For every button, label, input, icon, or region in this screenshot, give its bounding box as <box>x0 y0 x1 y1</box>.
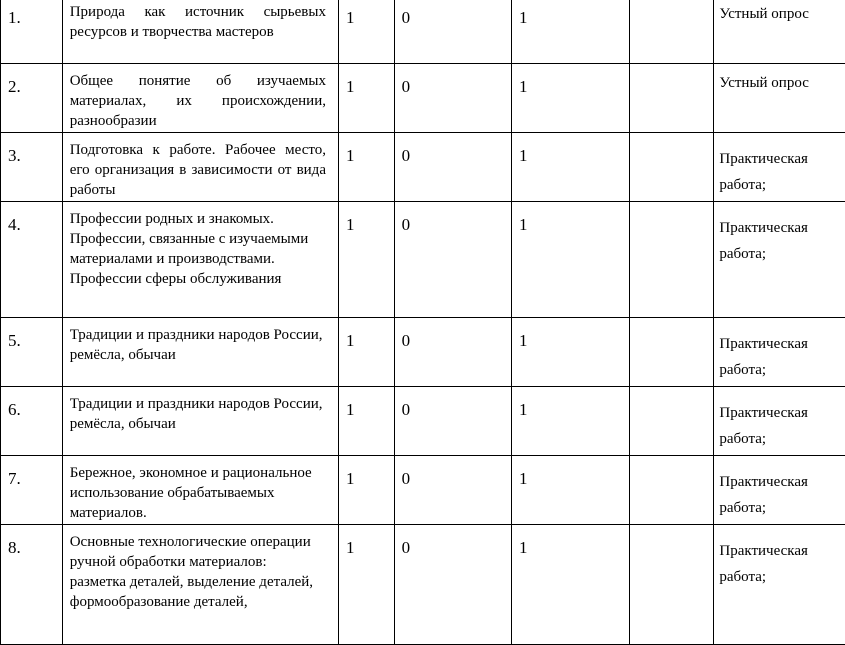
hours-total-cell <box>338 0 394 64</box>
date-cell <box>630 64 714 133</box>
table-row <box>1 133 845 202</box>
hours-total: 1 <box>339 387 394 420</box>
hours-practice-cell <box>512 525 630 645</box>
topic-text: Подготовка к работе. Рабочее место, его организация в зависимости от вида работы <box>63 133 338 200</box>
hours-control: 0 <box>395 0 511 28</box>
hours-practice-cell <box>512 133 630 202</box>
hours-control: 0 <box>395 525 511 558</box>
hours-practice: 1 <box>512 0 629 28</box>
row-number: 8. <box>1 525 62 558</box>
hours-control: 0 <box>395 202 511 235</box>
control-form: Практическая работа; <box>714 387 845 452</box>
hours-practice: 1 <box>512 525 629 558</box>
row-number-cell <box>1 202 63 318</box>
hours-practice-cell <box>512 456 630 525</box>
row-number-cell <box>1 318 63 387</box>
hours-control: 0 <box>395 387 511 420</box>
control-form: Устный опрос <box>714 64 845 96</box>
hours-control: 0 <box>395 456 511 489</box>
hours-total: 1 <box>339 202 394 235</box>
hours-total: 1 <box>339 64 394 97</box>
hours-practice-cell <box>512 318 630 387</box>
table-row <box>1 318 845 387</box>
hours-control-cell <box>394 64 511 133</box>
form-cell <box>714 456 845 525</box>
hours-control-cell <box>394 525 511 645</box>
date-text <box>630 318 713 331</box>
row-number-cell <box>1 0 63 64</box>
row-number: 6. <box>1 387 62 420</box>
row-number-cell <box>1 133 63 202</box>
form-cell <box>714 64 845 133</box>
topic-cell <box>62 318 338 387</box>
row-number: 2. <box>1 64 62 97</box>
hours-total-cell <box>338 202 394 318</box>
topic-cell <box>62 525 338 645</box>
date-text <box>630 387 713 400</box>
form-cell <box>714 318 845 387</box>
hours-practice: 1 <box>512 64 629 97</box>
hours-practice: 1 <box>512 318 629 351</box>
date-cell <box>630 318 714 387</box>
form-cell <box>714 133 845 202</box>
hours-total-cell <box>338 133 394 202</box>
row-number: 4. <box>1 202 62 235</box>
table-row <box>1 64 845 133</box>
row-number-cell <box>1 525 63 645</box>
hours-control: 0 <box>395 64 511 97</box>
topic-cell <box>62 456 338 525</box>
hours-control-cell <box>394 202 511 318</box>
table-row <box>1 202 845 318</box>
hours-total-cell <box>338 64 394 133</box>
hours-total-cell <box>338 525 394 645</box>
date-text <box>630 0 713 8</box>
hours-practice-cell <box>512 0 630 64</box>
table-row <box>1 387 845 456</box>
hours-control: 0 <box>395 318 511 351</box>
form-cell <box>714 202 845 318</box>
date-text <box>630 133 713 146</box>
hours-total-cell <box>338 387 394 456</box>
topic-text: Профессии родных и знакомых. Профессии, связанные с изучаемыми материалами и производствами. Профессии сферы обслуживания <box>63 202 338 289</box>
hours-practice: 1 <box>512 133 629 166</box>
hours-practice: 1 <box>512 202 629 235</box>
hours-total: 1 <box>339 0 394 28</box>
date-cell <box>630 387 714 456</box>
row-number-cell <box>1 456 63 525</box>
topic-cell <box>62 64 338 133</box>
date-text <box>630 525 713 538</box>
date-cell <box>630 202 714 318</box>
topic-cell <box>62 387 338 456</box>
topic-cell <box>62 0 338 64</box>
control-form: Практическая работа; <box>714 133 845 198</box>
hours-control-cell <box>394 387 511 456</box>
date-text <box>630 456 713 469</box>
form-cell <box>714 525 845 645</box>
row-number: 1. <box>1 0 62 28</box>
hours-practice: 1 <box>512 456 629 489</box>
topic-text: Природа как источник сырьевых ресурсов и творчества мастеров <box>63 0 338 42</box>
date-text <box>630 64 713 77</box>
control-form: Практическая работа; <box>714 456 845 521</box>
control-form: Практическая работа; <box>714 202 845 267</box>
control-form: Практическая работа; <box>714 525 845 590</box>
control-form: Устный опрос <box>714 0 845 27</box>
hours-control-cell <box>394 456 511 525</box>
topic-text: Традиции и праздники народов России, ремёсла, обычаи <box>63 318 338 365</box>
date-text <box>630 202 713 215</box>
topic-cell <box>62 133 338 202</box>
date-cell <box>630 133 714 202</box>
table-row <box>1 525 845 645</box>
hours-practice-cell <box>512 387 630 456</box>
hours-practice-cell <box>512 202 630 318</box>
form-cell <box>714 0 845 64</box>
form-cell <box>714 387 845 456</box>
topic-text: Общее понятие об изучаемых материалах, их происхождении, разнообразии <box>63 64 338 131</box>
row-number-cell <box>1 387 63 456</box>
table-row <box>1 456 845 525</box>
topic-text: Традиции и праздники народов России, ремёсла, обычаи <box>63 387 338 434</box>
date-cell <box>630 456 714 525</box>
hours-control-cell <box>394 0 511 64</box>
hours-practice-cell <box>512 64 630 133</box>
topic-text: Основные технологические операции ручной обработки материалов: разметка деталей, выделение деталей, формообразование деталей, <box>63 525 338 612</box>
table-row <box>1 0 845 64</box>
row-number: 7. <box>1 456 62 489</box>
hours-control-cell <box>394 318 511 387</box>
hours-total-cell <box>338 318 394 387</box>
date-cell <box>630 525 714 645</box>
control-form: Практическая работа; <box>714 318 845 383</box>
date-cell <box>630 0 714 64</box>
row-number: 3. <box>1 133 62 166</box>
hours-total: 1 <box>339 525 394 558</box>
row-number: 5. <box>1 318 62 351</box>
hours-control: 0 <box>395 133 511 166</box>
hours-practice: 1 <box>512 387 629 420</box>
hours-total-cell <box>338 456 394 525</box>
hours-control-cell <box>394 133 511 202</box>
hours-total: 1 <box>339 456 394 489</box>
hours-total: 1 <box>339 133 394 166</box>
hours-total: 1 <box>339 318 394 351</box>
topic-text: Бережное, экономное и рациональное использование обрабатываемых материалов. <box>63 456 338 523</box>
topic-cell <box>62 202 338 318</box>
row-number-cell <box>1 64 63 133</box>
